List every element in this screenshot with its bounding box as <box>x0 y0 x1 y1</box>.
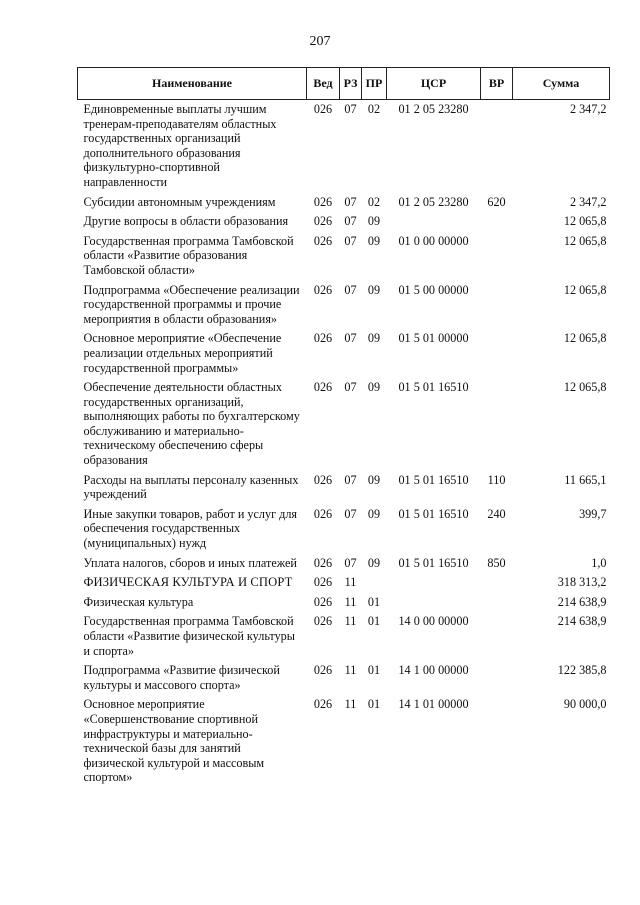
header-name: Наименование <box>78 68 307 100</box>
cell-vr <box>481 595 513 615</box>
cell-ved: 026 <box>313 472 333 487</box>
table-row <box>78 100 610 195</box>
header-vr: ВР <box>481 68 513 100</box>
table-row <box>78 697 610 790</box>
cell-name: Государственная программа Тамбовской области «Развитие образования Тамбовской области» <box>83 233 294 277</box>
cell-ved: 026 <box>313 594 333 609</box>
cell-csr <box>387 214 481 234</box>
cell-pr: 02 <box>367 102 381 116</box>
cell-sum: 214 638,9 <box>557 614 607 629</box>
cell-pr: 02 <box>367 194 381 209</box>
cell-pr: 01 <box>367 614 381 629</box>
cell-csr: 01 5 01 16510 <box>398 506 469 521</box>
cell-csr: 01 5 00 00000 <box>398 282 469 297</box>
table-row <box>78 234 610 283</box>
table-row <box>78 283 610 332</box>
cell-pr: 09 <box>367 331 381 346</box>
cell-name: Иные закупки товаров, работ и услуг для обеспечения государственных (муниципальных) нужд <box>83 506 298 551</box>
cell-name: Государственная программа Тамбовской области «Развитие физической культуры и спорта» <box>83 614 295 658</box>
cell-name: Другие вопросы в области образования <box>83 214 289 229</box>
cell-vr <box>481 283 513 332</box>
cell-ved: 026 <box>313 575 333 590</box>
table-row <box>78 595 610 615</box>
cell-csr: 14 1 01 00000 <box>398 697 469 712</box>
cell-vr <box>481 697 513 790</box>
cell-sum: 11 665,1 <box>564 472 607 487</box>
cell-pr: 01 <box>367 594 381 609</box>
cell-csr <box>387 595 481 615</box>
cell-rz: 07 <box>344 102 357 116</box>
table-row <box>78 575 610 595</box>
cell-vr <box>481 331 513 380</box>
header-pr: ПР <box>362 68 387 100</box>
cell-csr: 01 0 00 00000 <box>398 233 469 248</box>
cell-pr: 01 <box>367 663 381 678</box>
cell-ved: 026 <box>313 102 333 116</box>
cell-csr: 14 0 00 00000 <box>398 614 469 629</box>
cell-ved: 026 <box>313 614 333 629</box>
cell-ved: 026 <box>313 331 333 346</box>
cell-ved: 026 <box>313 555 333 570</box>
cell-rz: 11 <box>344 663 357 678</box>
cell-sum: 214 638,9 <box>557 594 607 609</box>
table-row <box>78 214 610 234</box>
cell-sum: 12 065,8 <box>563 331 607 346</box>
cell-rz: 11 <box>344 594 357 609</box>
cell-rz: 07 <box>344 506 357 521</box>
cell-name: Подпрограмма «Развитие физической культуры и массового спорта» <box>83 663 280 692</box>
cell-rz: 11 <box>344 575 357 590</box>
table-row <box>78 195 610 215</box>
cell-ved: 026 <box>313 214 333 229</box>
cell-sum: 122 385,8 <box>557 663 607 678</box>
cell-name: Основное мероприятие «Совершенствование спортивной инфраструктуры и материально-технической базы для занятий физической культурой и массовым спортом» <box>83 697 265 785</box>
cell-vr: 240 <box>487 506 506 521</box>
cell-sum: 318 313,2 <box>557 575 607 590</box>
cell-ved: 026 <box>313 506 333 521</box>
cell-csr: 01 5 01 16510 <box>398 380 469 395</box>
header-ved: Вед <box>307 68 340 100</box>
cell-csr: 01 5 01 00000 <box>398 331 469 346</box>
cell-ved: 026 <box>313 380 333 395</box>
cell-name: Обеспечение деятельности областных государственных организаций, выполняющих работы по бухгалтерскому обслуживанию и материально-техническому обеспечению сферы образования <box>83 380 300 468</box>
cell-pr: 09 <box>367 282 381 297</box>
cell-vr: 850 <box>487 555 506 570</box>
table-body <box>78 100 610 790</box>
cell-name: Физическая культура <box>83 594 194 609</box>
cell-name: Субсидии автономным учреждениям <box>83 194 276 209</box>
cell-vr <box>481 234 513 283</box>
header-rz: РЗ <box>340 68 362 100</box>
cell-csr: 01 2 05 23280 <box>398 194 469 209</box>
header-csr: ЦСР <box>387 68 481 100</box>
cell-ved: 026 <box>313 194 333 209</box>
cell-sum: 399,7 <box>579 506 607 521</box>
cell-name: Уплата налогов, сборов и иных платежей <box>83 555 297 570</box>
cell-name: Основное мероприятие «Обеспечение реализации отдельных мероприятий государственной программы» <box>83 331 282 375</box>
cell-vr: 620 <box>487 194 506 209</box>
cell-sum: 12 065,8 <box>563 282 607 297</box>
cell-pr: 09 <box>367 214 381 229</box>
cell-rz: 07 <box>344 380 357 395</box>
table-row <box>78 614 610 663</box>
cell-rz: 07 <box>344 194 357 209</box>
cell-vr: 110 <box>487 472 506 487</box>
cell-sum: 2 347,2 <box>569 194 607 209</box>
cell-sum: 2 347,2 <box>569 102 607 116</box>
table-row <box>78 663 610 697</box>
page-number: 207 <box>309 34 331 49</box>
cell-csr: 14 1 00 00000 <box>398 663 469 678</box>
table-row <box>78 331 610 380</box>
cell-pr: 09 <box>367 380 381 395</box>
cell-rz: 11 <box>344 697 357 712</box>
cell-pr: 09 <box>367 233 381 248</box>
cell-ved: 026 <box>313 663 333 678</box>
cell-vr <box>481 614 513 663</box>
cell-vr <box>481 380 513 473</box>
cell-pr: 09 <box>367 555 381 570</box>
cell-sum: 12 065,8 <box>563 380 607 395</box>
table-row <box>78 556 610 576</box>
table-row <box>78 507 610 556</box>
cell-rz: 07 <box>344 555 357 570</box>
cell-sum: 1,0 <box>591 555 607 570</box>
cell-vr <box>481 663 513 697</box>
cell-csr <box>387 575 481 595</box>
cell-pr: 09 <box>367 472 381 487</box>
header-sum: Сумма <box>513 68 610 100</box>
cell-vr <box>481 100 513 195</box>
cell-pr: 01 <box>367 697 381 712</box>
cell-sum: 12 065,8 <box>563 233 607 248</box>
cell-ved: 026 <box>313 697 333 712</box>
cell-name: Единовременные выплаты лучшим тренерам-преподавателям областных государственных организаций дополнительного образования физкультурно-спортивной направленности <box>83 102 277 189</box>
cell-rz: 11 <box>344 614 357 629</box>
cell-csr: 01 5 01 16510 <box>398 472 469 487</box>
cell-sum: 90 000,0 <box>563 697 607 712</box>
cell-rz: 07 <box>344 233 357 248</box>
cell-vr <box>481 214 513 234</box>
cell-name: Подпрограмма «Обеспечение реализации государственной программы и прочие мероприятия в области образования» <box>83 282 300 326</box>
cell-name: Расходы на выплаты персоналу казенных учреждений <box>83 472 299 502</box>
cell-ved: 026 <box>313 282 333 297</box>
table-row <box>78 473 610 507</box>
cell-rz: 07 <box>344 331 357 346</box>
cell-ved: 026 <box>313 233 333 248</box>
budget-table <box>77 67 610 790</box>
cell-csr: 01 5 01 16510 <box>398 555 469 570</box>
cell-pr <box>362 575 387 595</box>
cell-rz: 07 <box>344 472 357 487</box>
cell-csr: 01 2 05 23280 <box>398 102 469 116</box>
table-row <box>78 380 610 473</box>
cell-vr <box>481 575 513 595</box>
cell-rz: 07 <box>344 282 357 297</box>
cell-name: ФИЗИЧЕСКАЯ КУЛЬТУРА И СПОРТ <box>83 575 293 590</box>
cell-rz: 07 <box>344 214 357 229</box>
table-header <box>78 68 610 100</box>
cell-pr: 09 <box>367 506 381 521</box>
cell-sum: 12 065,8 <box>563 214 607 229</box>
